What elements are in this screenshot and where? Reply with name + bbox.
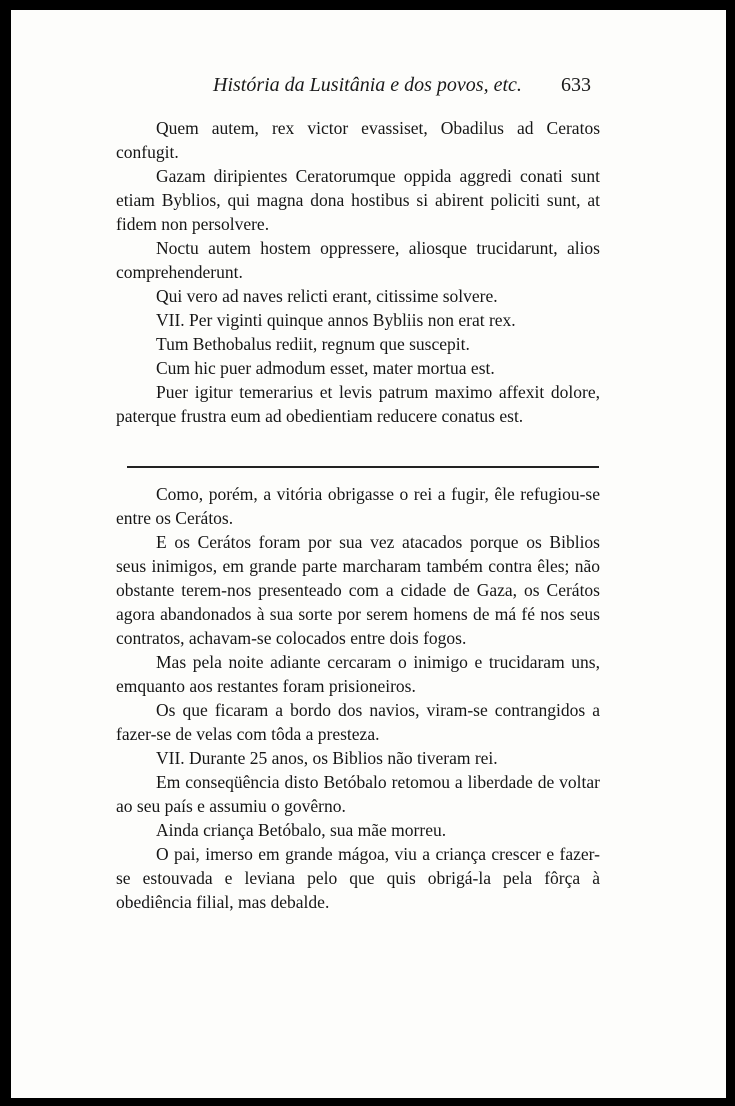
- book-page: [11, 10, 726, 1098]
- latin-text: [116, 116, 600, 428]
- latin-paragraph: Gazam diripientes Ceratorumque oppida aggredi conati sunt etiam Byblios, qui magna dona hostibus si abirent policiti sunt, at fidem non persolvere.: [116, 166, 600, 234]
- section-divider: [127, 466, 599, 468]
- latin-paragraph: Qui vero ad naves relicti erant, citissime solvere.: [156, 286, 498, 306]
- portuguese-paragraph: E os Cerátos foram por sua vez atacados porque os Biblios seus inimigos, em grande parte marcharam também contra êles; não obstante terem-nos presenteado com a cidade de Gaza, os Cerátos agora abandonados à sua sorte por serem homens de má fé nos seus contratos, achavam-se colocados entre dois fogos.: [116, 532, 600, 648]
- portuguese-paragraph: Como, porém, a vitória obrigasse o rei a fugir, êle refugiou-se entre os Cerátos.: [116, 484, 600, 528]
- portuguese-paragraph: Em conseqüência disto Betóbalo retomou a liberdade de voltar ao seu país e assumiu o govêrno.: [116, 772, 600, 816]
- running-header: [131, 74, 601, 104]
- portuguese-paragraph: O pai, imerso em grande mágoa, viu a criança crescer e fazer-se estouvada e leviana pelo que quis obrigá-la pela fôrça à obediência filial, mas debalde.: [116, 844, 600, 912]
- page-number: 633: [561, 74, 591, 96]
- portuguese-paragraph: Os que ficaram a bordo dos navios, viram-se contrangidos a fazer-se de velas com tôda a presteza.: [116, 700, 600, 744]
- portuguese-paragraph: Mas pela noite adiante cercaram o inimigo e trucidaram uns, emquanto aos restantes foram prisioneiros.: [116, 652, 600, 696]
- portuguese-text: [116, 482, 600, 914]
- latin-paragraph: VII. Per viginti quinque annos Bybliis non erat rex.: [156, 310, 516, 330]
- portuguese-paragraph: VII. Durante 25 anos, os Biblios não tiveram rei.: [156, 748, 498, 768]
- header-title: História da Lusitânia e dos povos, etc.: [213, 74, 522, 96]
- latin-paragraph: Noctu autem hostem oppressere, aliosque trucidarunt, alios comprehenderunt.: [116, 238, 600, 282]
- latin-paragraph: Quem autem, rex victor evassiset, Obadilus ad Ceratos confugit.: [116, 118, 600, 162]
- latin-paragraph: Cum hic puer admodum esset, mater mortua est.: [156, 358, 495, 378]
- latin-paragraph: Puer igitur temerarius et levis patrum maximo affexit dolore, paterque frustra eum ad obedientiam reducere conatus est.: [116, 382, 600, 426]
- portuguese-paragraph: Ainda criança Betóbalo, sua mãe morreu.: [156, 820, 447, 840]
- latin-paragraph: Tum Bethobalus rediit, regnum que suscepit.: [156, 334, 470, 354]
